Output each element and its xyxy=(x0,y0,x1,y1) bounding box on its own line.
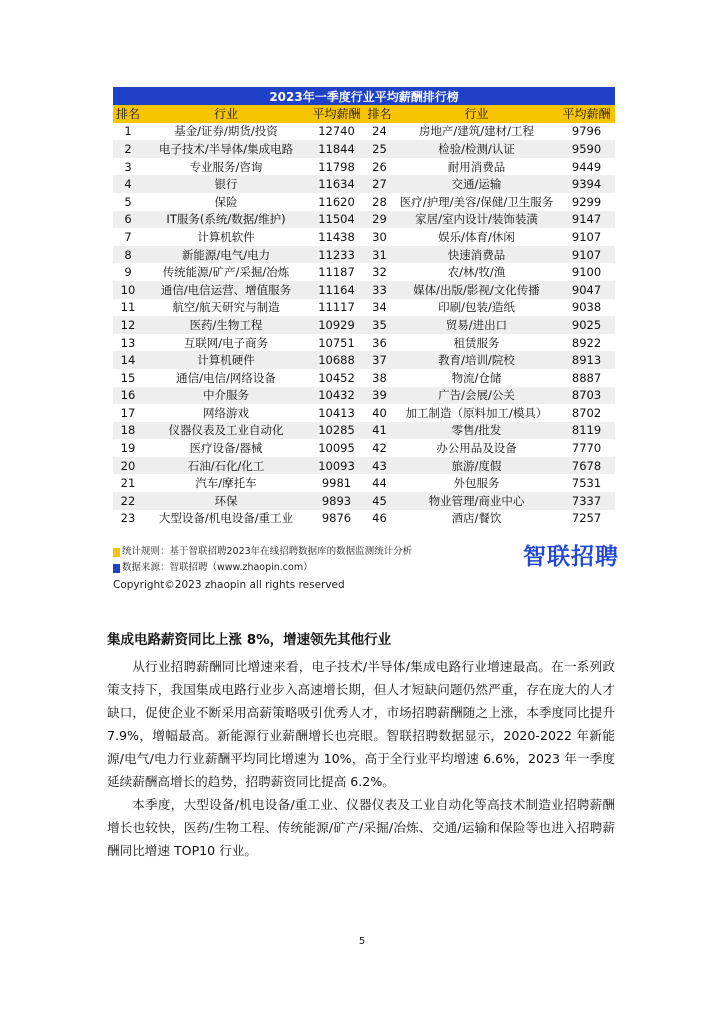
table-cell: 10095 xyxy=(309,439,364,457)
table-cell: 7770 xyxy=(558,439,615,457)
table-cell: 10452 xyxy=(309,369,364,387)
header-rank: 排名 xyxy=(364,105,395,123)
table-cell: 3 xyxy=(113,158,143,176)
table-cell: 27 xyxy=(364,175,395,193)
table-cell: 12 xyxy=(113,316,143,334)
table-cell: 外包服务 xyxy=(395,474,558,492)
table-cell: 汽车/摩托车 xyxy=(143,474,309,492)
table-cell: 39 xyxy=(364,387,395,405)
table-cell: 40 xyxy=(364,404,395,422)
note-rule xyxy=(113,544,412,560)
table-cell: 耐用消费品 xyxy=(395,158,558,176)
table-cell: 10929 xyxy=(309,316,364,334)
table-cell: 16 xyxy=(113,387,143,405)
table-row xyxy=(113,334,615,352)
table-row xyxy=(113,123,615,141)
table-cell: 11233 xyxy=(309,246,364,264)
table-row xyxy=(113,299,615,317)
table-row xyxy=(113,387,615,405)
table-row xyxy=(113,246,615,264)
table-cell: 物流/仓储 xyxy=(395,369,558,387)
table-cell: 21 xyxy=(113,474,143,492)
table-cell: 9876 xyxy=(309,510,364,528)
table-row xyxy=(113,228,615,246)
note-rule-text: 统计规则：基于智联招聘2023年在线招聘数据库的数据监测统计分析 xyxy=(122,546,413,557)
table-cell: 10413 xyxy=(309,404,364,422)
table-cell: 仪器仪表及工业自动化 xyxy=(143,422,309,440)
paragraph: 从行业招聘薪酬同比增速来看，电子技术/半导体/集成电路行业增速最高。在一系列政策支持下，我国集成电路行业步入高速增长期，但人才短缺问题仍然严重，存在庞大的人才缺口，促使企业不断采用高薪策略吸引优秀人才，市场招聘薪酬随之上涨，本季度同比提升 7.9%，增幅最高。新能源行业薪酬增长也亮眼。智联招聘数据显示，2020-2022 年新能源/电气/电力行业薪酬平均同比增速为 10%，高于全行业平均增速 6.6%，2023 年一季度延续薪酬高增长的趋势，招聘薪资同比提高 6.2%。 xyxy=(107,659,615,789)
table-cell: 快速消费品 xyxy=(395,246,558,264)
table-cell: 9299 xyxy=(558,193,615,211)
table-row xyxy=(113,369,615,387)
table-cell: 10432 xyxy=(309,387,364,405)
table-cell: 保险 xyxy=(143,193,309,211)
table-cell: 19 xyxy=(113,439,143,457)
table-cell: 旅游/度假 xyxy=(395,457,558,475)
table-cell: 9590 xyxy=(558,140,615,158)
table-cell: 10688 xyxy=(309,351,364,369)
table-cell: 11438 xyxy=(309,228,364,246)
table-cell: 8922 xyxy=(558,334,615,352)
zhaopin-logo: 智联招聘 xyxy=(523,544,619,570)
table-cell: 8 xyxy=(113,246,143,264)
table-cell: 零售/批发 xyxy=(395,422,558,440)
table-cell: 20 xyxy=(113,457,143,475)
table-cell: 医疗设备/器械 xyxy=(143,439,309,457)
table-cell: 9893 xyxy=(309,492,364,510)
table-cell: 9100 xyxy=(558,263,615,281)
table-cell: 37 xyxy=(364,351,395,369)
table-cell: 9147 xyxy=(558,211,615,229)
header-rank: 排名 xyxy=(113,105,143,123)
table-cell: 13 xyxy=(113,334,143,352)
table-cell: 专业服务/咨询 xyxy=(143,158,309,176)
table-cell: 中介服务 xyxy=(143,387,309,405)
table-row xyxy=(113,492,615,510)
table-row xyxy=(113,404,615,422)
table-cell: 航空/航天研究与制造 xyxy=(143,299,309,317)
table-cell: 18 xyxy=(113,422,143,440)
header-avg-salary: 平均薪酬 xyxy=(309,105,364,123)
table-cell: 36 xyxy=(364,334,395,352)
table-row xyxy=(113,457,615,475)
table-cell: 通信/电信运营、增值服务 xyxy=(143,281,309,299)
table-cell: 通信/电信/网络设备 xyxy=(143,369,309,387)
table-cell: 互联网/电子商务 xyxy=(143,334,309,352)
table-cell: 加工制造（原料加工/模具） xyxy=(395,404,558,422)
table-cell: 15 xyxy=(113,369,143,387)
table-cell: 12740 xyxy=(309,123,364,141)
table-cell: 34 xyxy=(364,299,395,317)
table-cell: 9038 xyxy=(558,299,615,317)
table-cell: 10 xyxy=(113,281,143,299)
table-cell: 检验/检测/认证 xyxy=(395,140,558,158)
table-cell: 8703 xyxy=(558,387,615,405)
table-cell: 10093 xyxy=(309,457,364,475)
table-row xyxy=(113,281,615,299)
table-cell: 11634 xyxy=(309,175,364,193)
table-row xyxy=(113,351,615,369)
table-cell: 24 xyxy=(364,123,395,141)
table-row xyxy=(113,140,615,158)
table-cell: 医药/生物工程 xyxy=(143,316,309,334)
table-cell: 41 xyxy=(364,422,395,440)
table-cell: 7531 xyxy=(558,474,615,492)
table-cell: 11844 xyxy=(309,140,364,158)
note-source xyxy=(113,560,412,576)
table-row xyxy=(113,510,615,528)
table-cell: 4 xyxy=(113,175,143,193)
table-row xyxy=(113,439,615,457)
table-cell: 办公用品及设备 xyxy=(395,439,558,457)
copyright: Copyright©2023 zhaopin all rights reserved xyxy=(113,579,345,591)
table-cell: 计算机硬件 xyxy=(143,351,309,369)
table-cell: 计算机软件 xyxy=(143,228,309,246)
table-cell: 11117 xyxy=(309,299,364,317)
table-cell: 8119 xyxy=(558,422,615,440)
table-cell: 7 xyxy=(113,228,143,246)
table-cell: 媒体/出版/影视/文化传播 xyxy=(395,281,558,299)
table-cell: 11504 xyxy=(309,211,364,229)
table-cell: 环保 xyxy=(143,492,309,510)
table-cell: 45 xyxy=(364,492,395,510)
table-row xyxy=(113,193,615,211)
table-cell: 42 xyxy=(364,439,395,457)
table-cell: 10751 xyxy=(309,334,364,352)
table-cell: 银行 xyxy=(143,175,309,193)
table-cell: 9047 xyxy=(558,281,615,299)
table-cell: 11620 xyxy=(309,193,364,211)
table-cell: 7257 xyxy=(558,510,615,528)
table-cell: 17 xyxy=(113,404,143,422)
table-cell: 5 xyxy=(113,193,143,211)
table-cell: 35 xyxy=(364,316,395,334)
table-row xyxy=(113,211,615,229)
blue-marker-icon xyxy=(113,564,120,573)
table-cell: 9107 xyxy=(558,228,615,246)
table-cell: 大型设备/机电设备/重工业 xyxy=(143,510,309,528)
paragraph: 本季度，大型设备/机电设备/重工业、仪器仪表及工业自动化等高技术制造业招聘薪酬增长也较快，医药/生物工程、传统能源/矿产/采掘/冶炼、交通/运输和保险等也进入招聘薪酬同比增速 TOP10 行业。 xyxy=(107,797,615,858)
table-cell: 11798 xyxy=(309,158,364,176)
table-cell: 25 xyxy=(364,140,395,158)
table-cell: 31 xyxy=(364,246,395,264)
table-cell: 物业管理/商业中心 xyxy=(395,492,558,510)
page-number: 5 xyxy=(358,936,366,947)
header-industry: 行业 xyxy=(395,105,558,123)
table-cell: 23 xyxy=(113,510,143,528)
table-row xyxy=(113,263,615,281)
table-cell: 8913 xyxy=(558,351,615,369)
note-source-text: 数据来源：智联招聘（www.zhaopin.com） xyxy=(122,562,313,573)
table-cell: 印刷/包装/造纸 xyxy=(395,299,558,317)
table-row xyxy=(113,474,615,492)
table-cell: 9 xyxy=(113,263,143,281)
table-row xyxy=(113,175,615,193)
table-cell: 9796 xyxy=(558,123,615,141)
table-cell: 新能源/电气/电力 xyxy=(143,246,309,264)
table-cell: 11187 xyxy=(309,263,364,281)
table-cell: 28 xyxy=(364,193,395,211)
table-cell: 9025 xyxy=(558,316,615,334)
table-cell: 7678 xyxy=(558,457,615,475)
table-cell: 10285 xyxy=(309,422,364,440)
table-cell: 房地产/建筑/建材/工程 xyxy=(395,123,558,141)
table-cell: 46 xyxy=(364,510,395,528)
table-cell: 广告/会展/公关 xyxy=(395,387,558,405)
table-cell: 26 xyxy=(364,158,395,176)
table-notes xyxy=(113,544,412,593)
table-cell: 电子技术/半导体/集成电路 xyxy=(143,140,309,158)
table-cell: 9107 xyxy=(558,246,615,264)
table-cell: 医疗/护理/美容/保健/卫生服务 xyxy=(395,193,558,211)
table-row xyxy=(113,316,615,334)
table-cell: 贸易/进出口 xyxy=(395,316,558,334)
table-cell: 11 xyxy=(113,299,143,317)
table-cell: 酒店/餐饮 xyxy=(395,510,558,528)
table-cell: 11164 xyxy=(309,281,364,299)
table-cell: 农/林/牧/渔 xyxy=(395,263,558,281)
table-cell: 9981 xyxy=(309,474,364,492)
salary-ranking-table xyxy=(113,87,615,527)
table-cell: 9449 xyxy=(558,158,615,176)
table-cell: 2 xyxy=(113,140,143,158)
table-cell: 1 xyxy=(113,123,143,141)
table-cell: 43 xyxy=(364,457,395,475)
table-cell: 家居/室内设计/装饰装潢 xyxy=(395,211,558,229)
table-cell: 交通/运输 xyxy=(395,175,558,193)
table-body xyxy=(113,123,615,528)
table-cell: IT服务(系统/数据/维护) xyxy=(143,211,309,229)
table-cell: 网络游戏 xyxy=(143,404,309,422)
table-cell: 娱乐/体育/休闲 xyxy=(395,228,558,246)
table-cell: 30 xyxy=(364,228,395,246)
header-industry: 行业 xyxy=(143,105,309,123)
table-title: 2023年一季度行业平均薪酬排行榜 xyxy=(113,87,615,105)
table-cell: 8887 xyxy=(558,369,615,387)
table-cell: 14 xyxy=(113,351,143,369)
table-cell: 8702 xyxy=(558,404,615,422)
table-cell: 22 xyxy=(113,492,143,510)
header-avg-salary: 平均薪酬 xyxy=(558,105,615,123)
table-cell: 32 xyxy=(364,263,395,281)
table-cell: 29 xyxy=(364,211,395,229)
section-heading: 集成电路薪资同比上涨 8%，增速领先其他行业 xyxy=(107,632,392,648)
table-cell: 石油/石化/化工 xyxy=(143,457,309,475)
table-cell: 基金/证券/期货/投资 xyxy=(143,123,309,141)
table-cell: 租赁服务 xyxy=(395,334,558,352)
table-cell: 38 xyxy=(364,369,395,387)
table-cell: 传统能源/矿产/采掘/冶炼 xyxy=(143,263,309,281)
table-cell: 33 xyxy=(364,281,395,299)
table-cell: 7337 xyxy=(558,492,615,510)
table-cell: 教育/培训/院校 xyxy=(395,351,558,369)
table-cell: 6 xyxy=(113,211,143,229)
table-row xyxy=(113,422,615,440)
table-cell: 9394 xyxy=(558,175,615,193)
yellow-marker-icon xyxy=(113,548,120,557)
table-cell: 44 xyxy=(364,474,395,492)
table-row xyxy=(113,158,615,176)
